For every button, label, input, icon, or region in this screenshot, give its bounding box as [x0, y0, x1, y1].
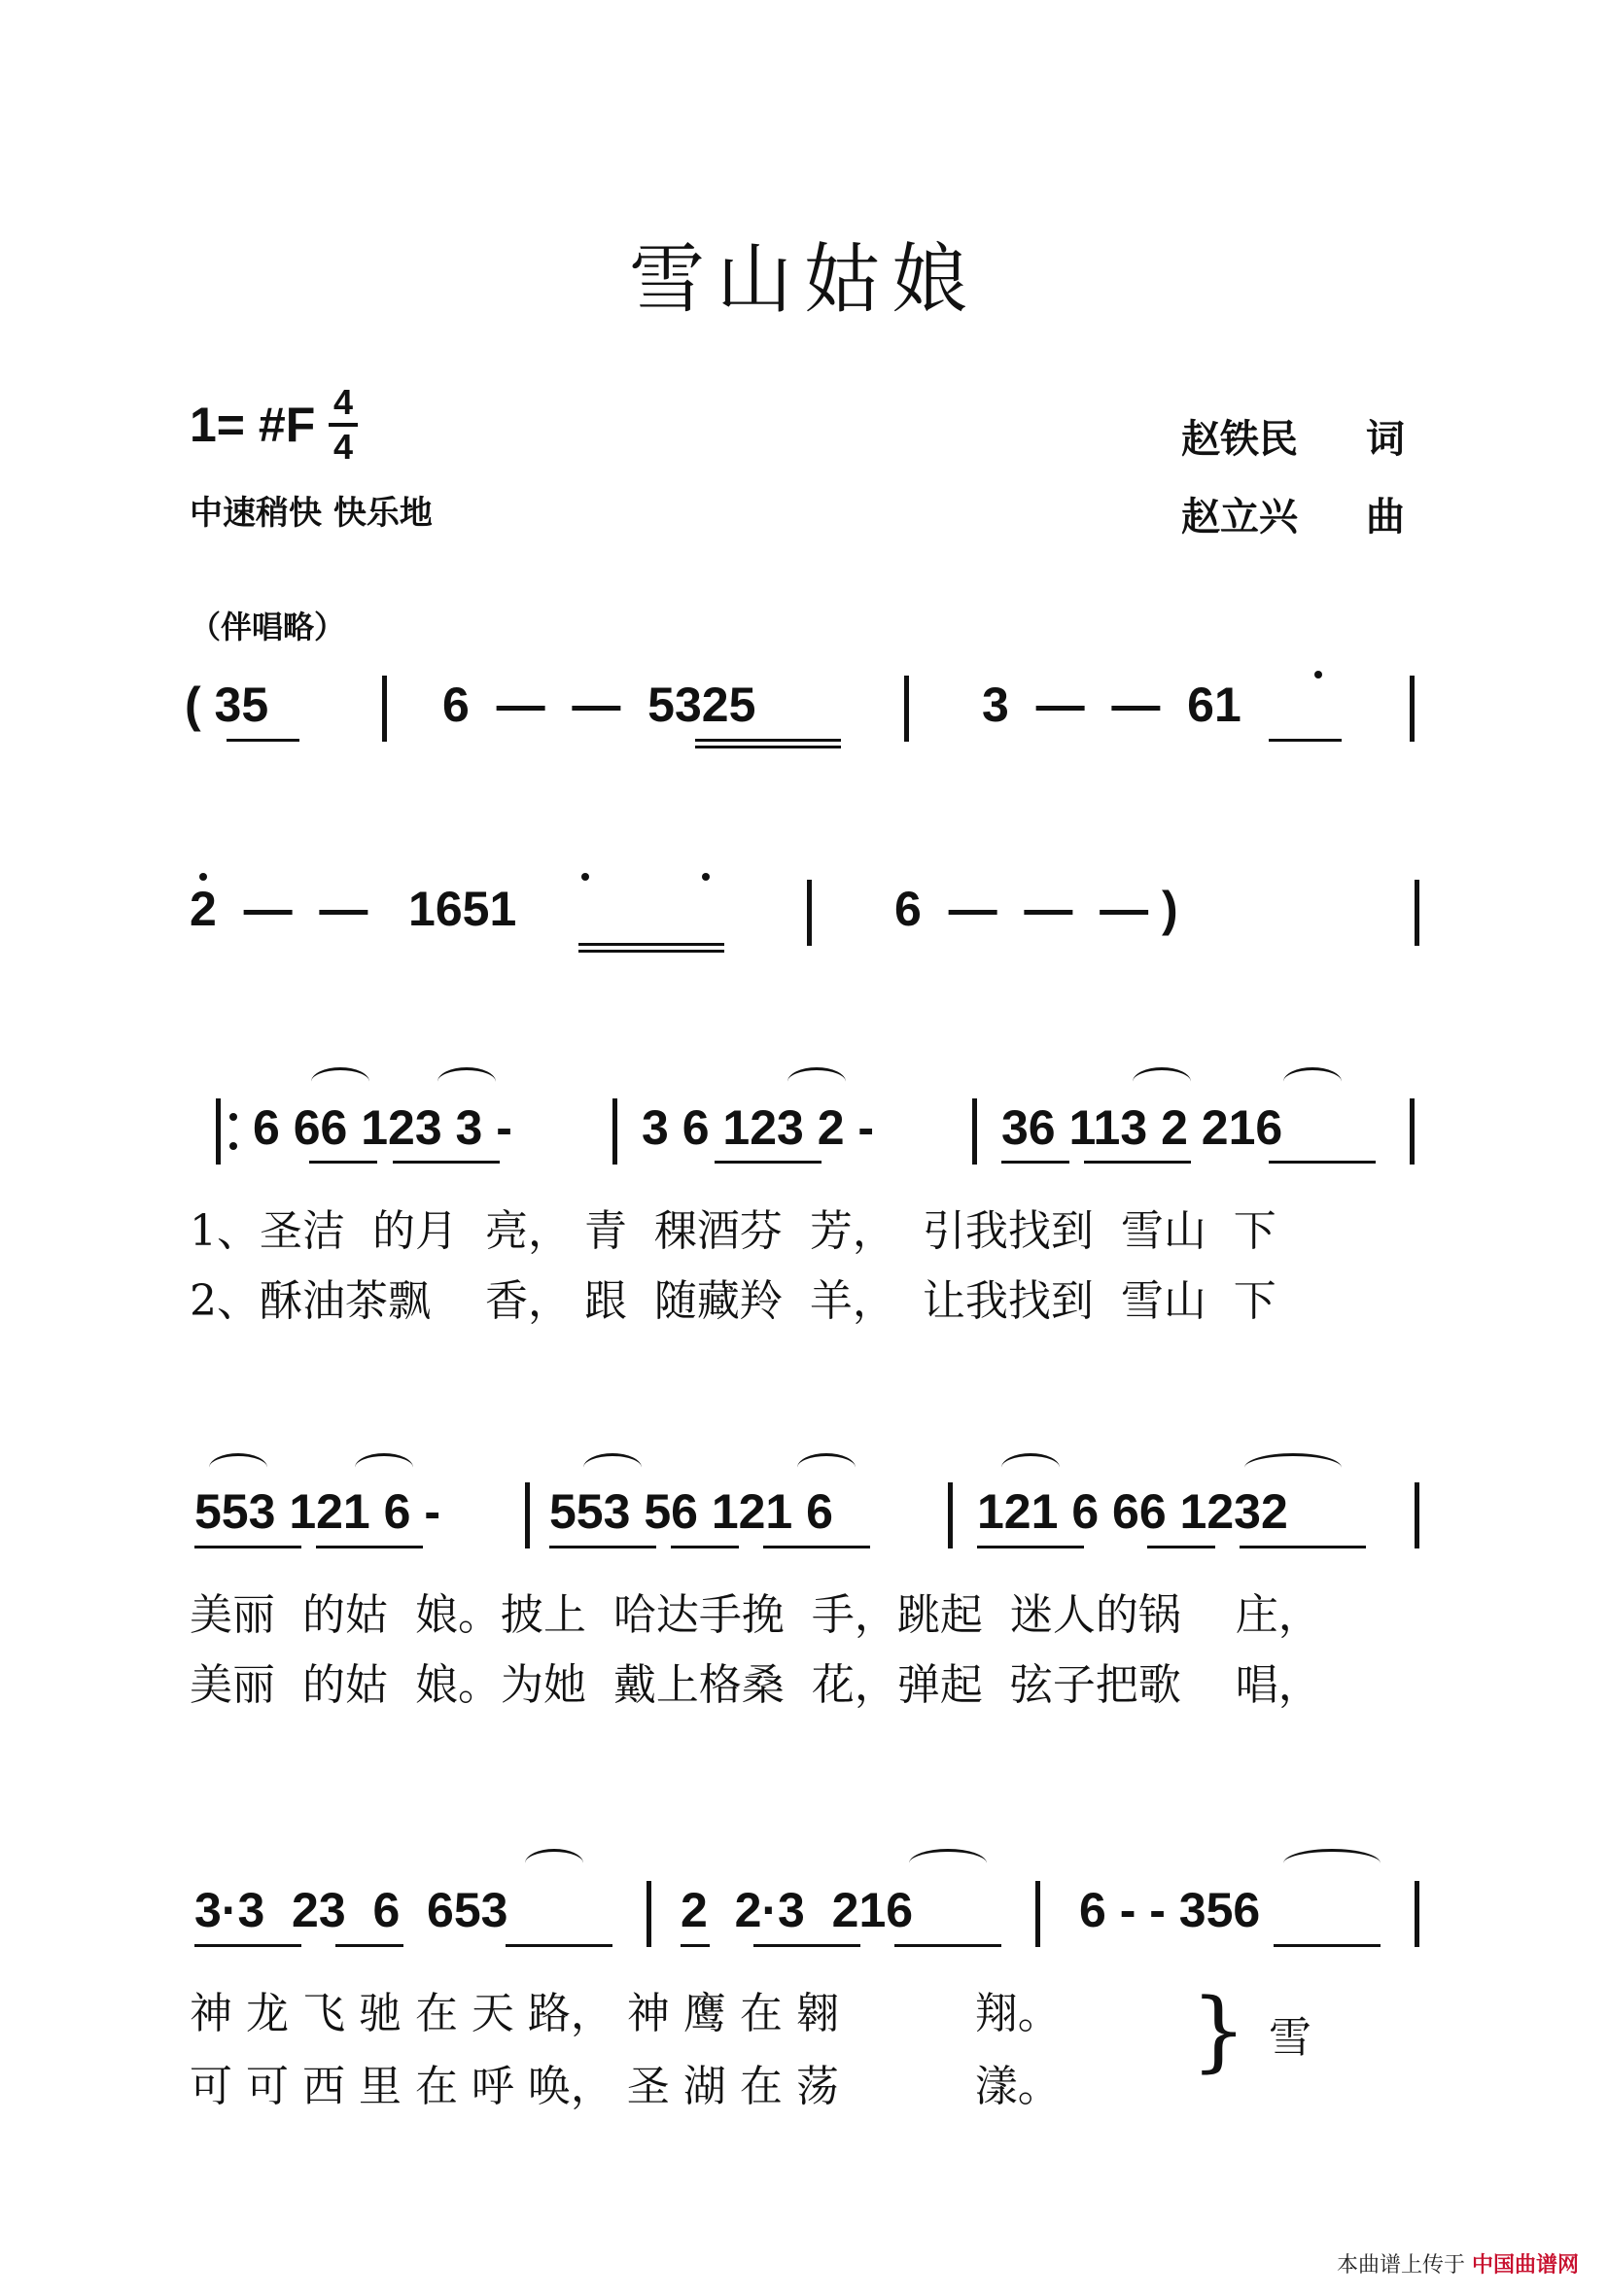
lyric-line: 1、圣洁 的月 亮， 青 稞酒芬 芳， 引我找到 雪山 下	[190, 1206, 1276, 1256]
line3-measure2: 3 6 123 2 -	[642, 1100, 875, 1155]
high-octave-dot	[581, 873, 589, 881]
time-signature	[329, 384, 358, 466]
underline	[309, 1161, 377, 1164]
brace: }	[1191, 1980, 1247, 2082]
repeat-dot	[229, 1142, 237, 1150]
barline	[525, 1482, 530, 1548]
barline	[1410, 1098, 1415, 1165]
line4-measure1: 553 121 6 -	[194, 1484, 440, 1539]
underline	[194, 1944, 301, 1947]
underline	[681, 1944, 710, 1947]
barline	[1415, 1881, 1419, 1947]
line2-measure1: 2 — — 1651	[190, 882, 517, 936]
line4-measure3: 121 6 66 1232	[977, 1484, 1288, 1539]
line2-measure2: 6 — — — )	[894, 882, 1178, 936]
tie-arc	[209, 1453, 267, 1468]
tie-arc	[583, 1453, 642, 1468]
high-octave-dot	[702, 873, 710, 881]
lyric-line: 2、酥油茶飘 香， 跟 随藏羚 羊， 让我找到 雪山 下	[190, 1276, 1276, 1326]
site-logo[interactable]: 中国曲谱网	[1471, 2253, 1579, 2278]
tie-arc	[525, 1849, 583, 1863]
underline	[715, 1161, 821, 1164]
time-signature-top: 4	[332, 382, 354, 422]
underline	[578, 950, 724, 953]
composer-name: 赵立兴	[1181, 494, 1298, 539]
high-octave-dot	[1314, 671, 1322, 678]
line1-measure1: ( 35	[185, 678, 269, 732]
tie-arc	[1133, 1067, 1191, 1082]
underline	[695, 746, 841, 748]
accompaniment-note: （伴唱略）	[190, 609, 346, 645]
line5-measure2: 2 2·3 216	[681, 1883, 914, 1937]
barline	[904, 676, 909, 742]
underline	[194, 1546, 301, 1548]
tie-arc	[787, 1067, 846, 1082]
lyricist-role: 词	[1366, 416, 1405, 462]
tie-arc	[1001, 1453, 1060, 1468]
lyricist-name: 赵铁民	[1181, 416, 1298, 462]
line5-measure1: 3·3 23 6 653	[194, 1883, 508, 1937]
underline	[763, 1546, 870, 1548]
footer-prefix: 本曲谱上传于	[1336, 2253, 1465, 2278]
underline	[227, 739, 299, 742]
barline	[1035, 1881, 1040, 1947]
line3-measure3: 36 113 2 216	[1001, 1100, 1283, 1155]
lyric-line: 可 可 西 里 在 呼 唤， 圣 湖 在 荡 漾。	[190, 2062, 1061, 2111]
underline	[894, 1944, 1001, 1947]
line5-measure3: 6 - - 356	[1079, 1883, 1261, 1937]
barline	[647, 1881, 651, 1947]
lyric-line: 美丽 的姑 娘。披上 哈达手挽 手，跳起 迷人的锅 庄，	[190, 1590, 1321, 1640]
lyric-line: 神 龙 飞 驰 在 天 路， 神 鹰 在 翱 翔。	[190, 1989, 1061, 2038]
repeat-dot	[229, 1113, 237, 1121]
underline	[578, 943, 724, 946]
time-signature-bottom: 4	[332, 427, 354, 467]
lyric-line: 美丽 的姑 娘。为她 戴上格桑 花，弹起 弦子把歌 唱，	[190, 1660, 1321, 1710]
barline	[612, 1098, 617, 1165]
continuation-lyric: 雪	[1269, 2013, 1311, 2063]
footer	[1337, 2248, 1579, 2279]
tie-arc	[909, 1849, 987, 1863]
line4-measure2: 553 56 121 6	[549, 1484, 833, 1539]
tie-arc	[1283, 1849, 1381, 1863]
underline	[1084, 1161, 1191, 1164]
composer-role: 曲	[1366, 494, 1405, 539]
underline	[977, 1546, 1084, 1548]
tie-arc	[355, 1453, 413, 1468]
underline	[671, 1546, 739, 1548]
song-title: 雪山姑娘	[628, 236, 979, 324]
tie-arc	[1244, 1453, 1342, 1468]
barline	[1415, 1482, 1419, 1548]
tie-arc	[311, 1067, 369, 1082]
underline	[506, 1944, 612, 1947]
underline	[549, 1546, 656, 1548]
underline	[335, 1944, 403, 1947]
barline	[972, 1098, 977, 1165]
barline	[807, 880, 812, 946]
underline	[393, 1161, 500, 1164]
underline	[1274, 1944, 1381, 1947]
barline	[1415, 880, 1419, 946]
underline	[316, 1546, 423, 1548]
underline	[1269, 1161, 1376, 1164]
underline	[753, 1944, 860, 1947]
underline	[1001, 1161, 1069, 1164]
underline	[1269, 739, 1342, 742]
key-signature: 1= #F	[190, 398, 316, 452]
high-octave-dot	[199, 873, 207, 881]
barline	[948, 1482, 953, 1548]
underline	[1240, 1546, 1366, 1548]
repeat-barline	[216, 1098, 221, 1165]
line1-measure2: 6 — — 5325	[442, 678, 756, 732]
tie-arc	[797, 1453, 856, 1468]
tempo-marking: 中速稍快 快乐地	[190, 494, 433, 533]
tie-arc	[437, 1067, 496, 1082]
barline	[1410, 676, 1415, 742]
barline	[382, 676, 387, 742]
underline	[1147, 1546, 1215, 1548]
tie-arc	[1283, 1067, 1342, 1082]
line3-measure1: 6 66 123 3 -	[253, 1100, 512, 1155]
underline	[695, 739, 841, 742]
line1-measure3: 3 — — 61	[982, 678, 1241, 732]
